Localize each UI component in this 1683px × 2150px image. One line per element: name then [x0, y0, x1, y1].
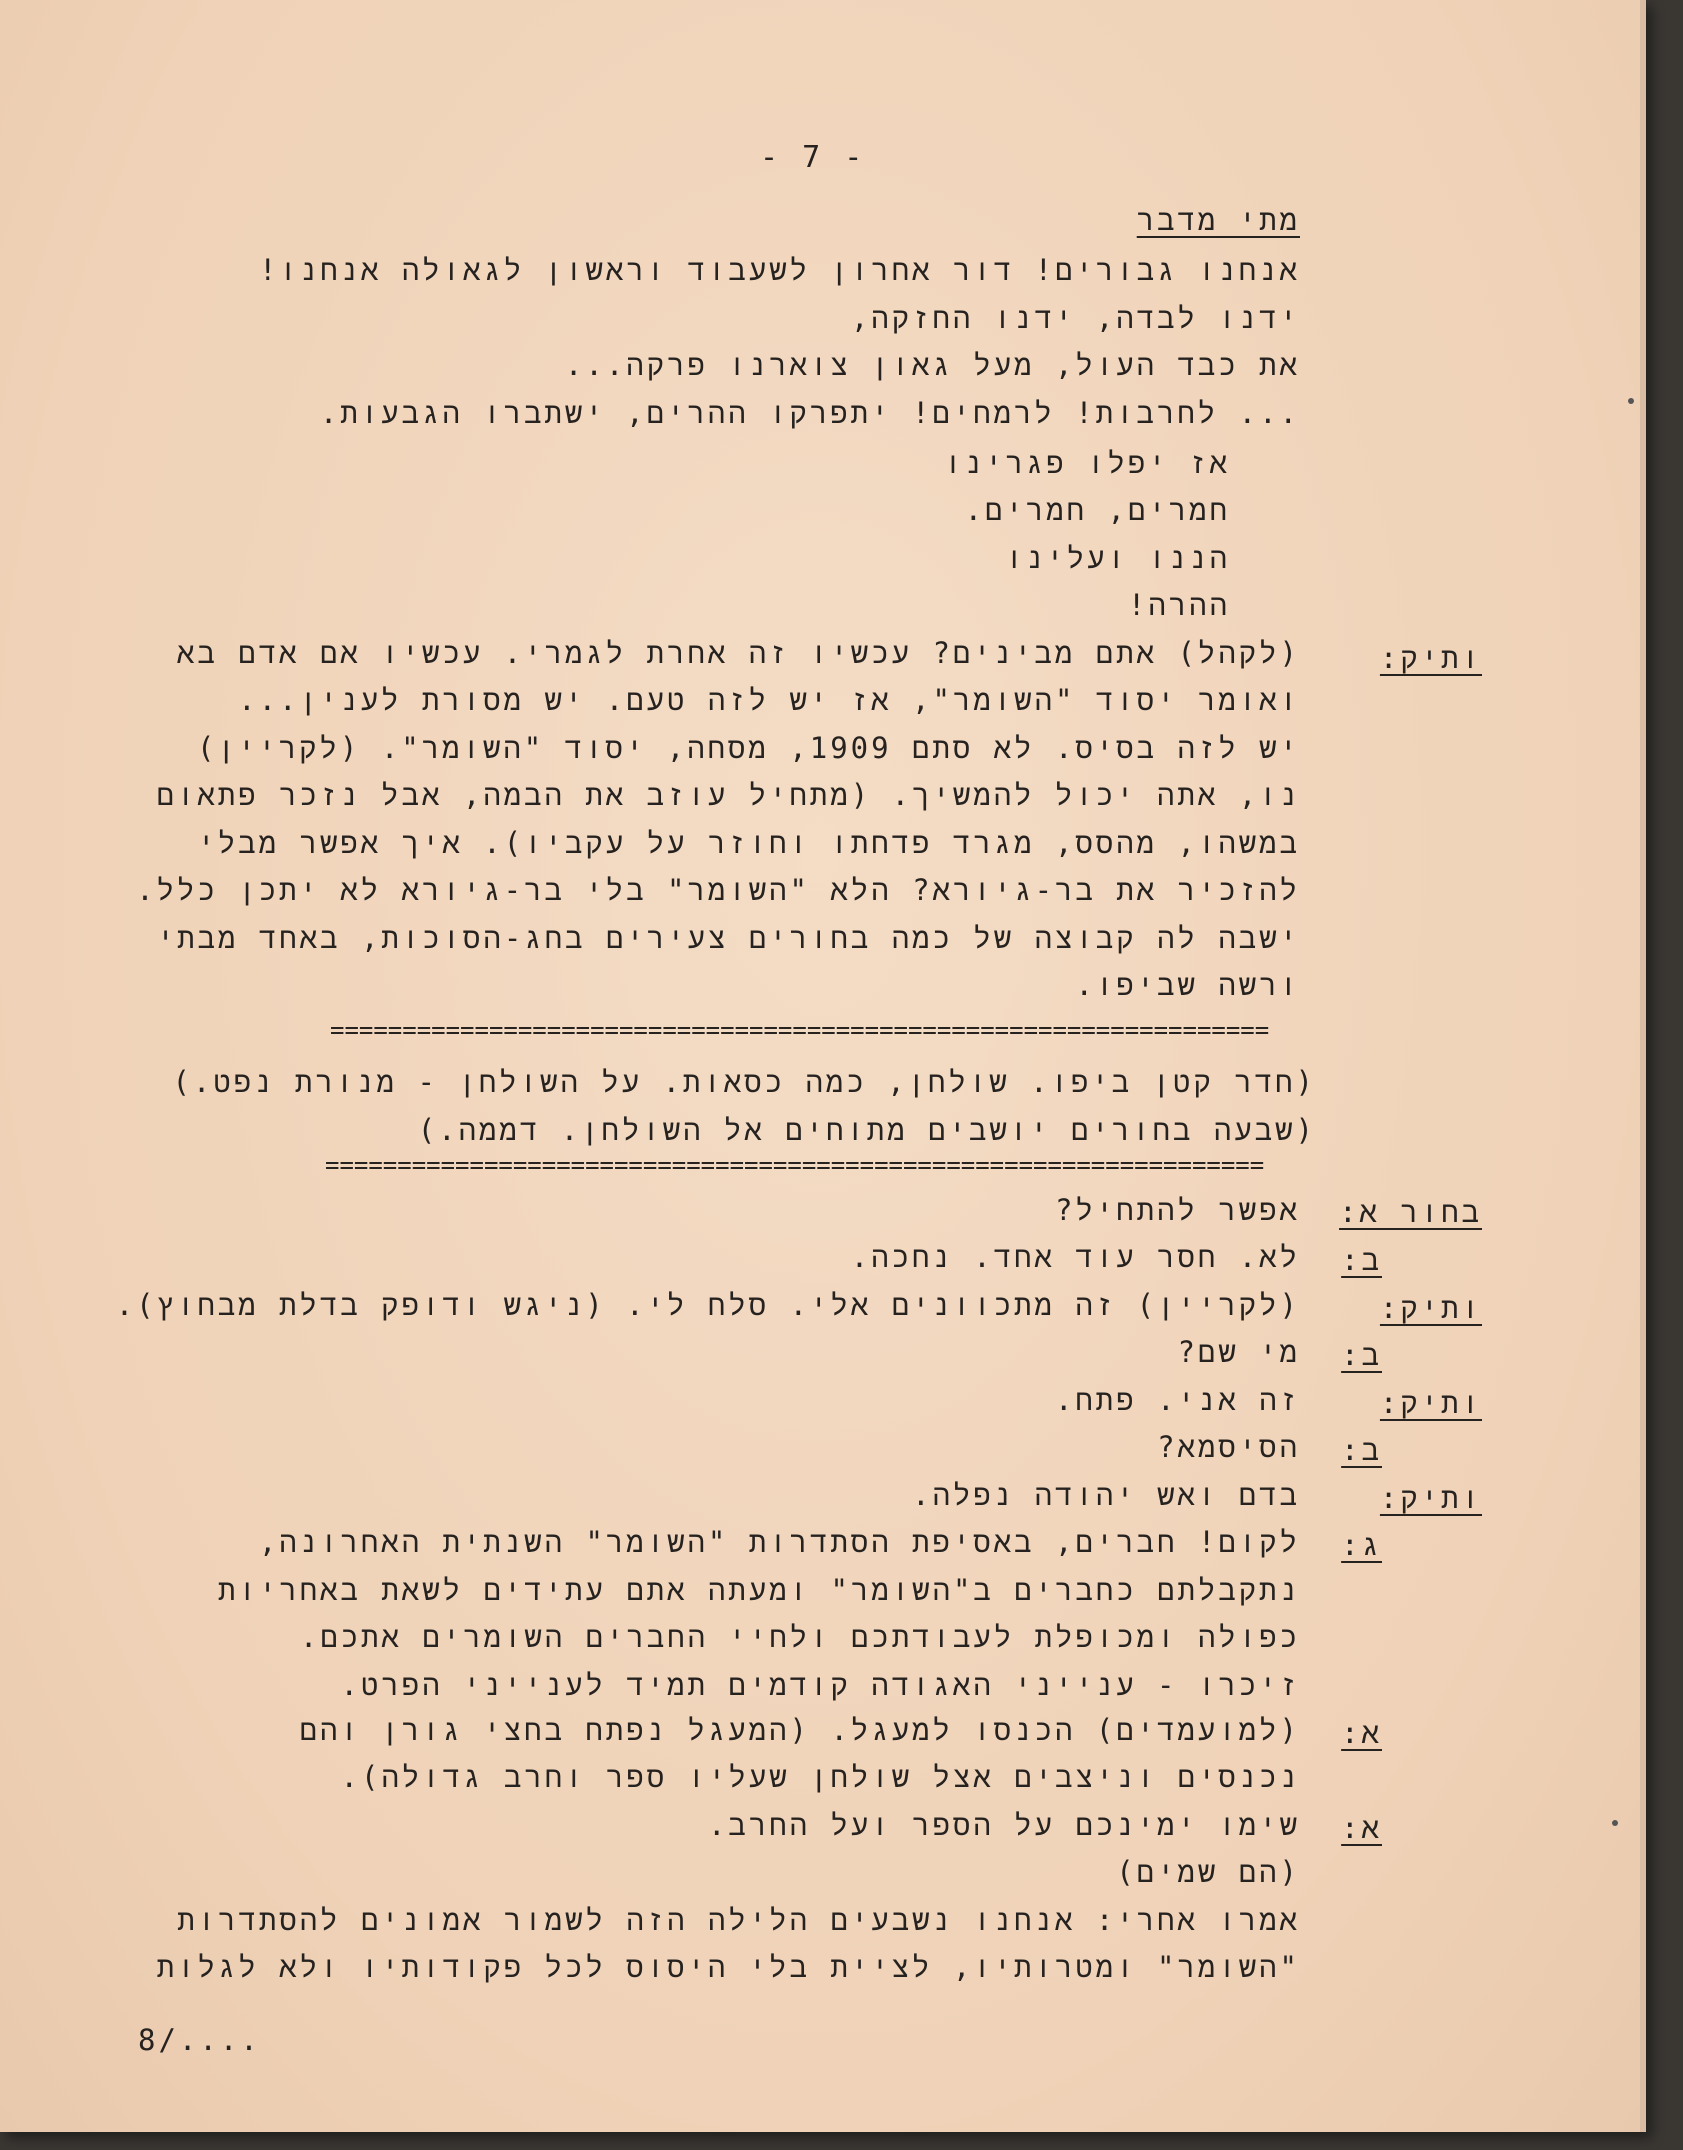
poem-line: ... לחרבות! לרמחים! יתפרקו ההרים, ישתברו הגבעות.	[319, 396, 1300, 430]
poem-line: ההרה!	[1127, 588, 1230, 622]
poem-line: אז יפלו פגרינו	[944, 446, 1230, 480]
stage-direction: (שבעה בחורים יושבים מתוחים אל השולחן. דממה.)	[417, 1113, 1316, 1147]
dialogue-line: זה אני. פתח.	[1054, 1383, 1300, 1417]
speaker-label: ב:	[1341, 1243, 1382, 1277]
dialogue-line: לא. חסר עוד אחד. נחכה.	[850, 1240, 1300, 1274]
stage-direction: (חדר קטן ביפו. שולחן, כמה כסאות. על השולחן - מנורת נפט.)	[172, 1065, 1316, 1099]
dialogue-line: ישבה לה קבוצה של כמה בחורים צעירים בחג-הסוכות, באחד מבתי	[156, 921, 1300, 955]
page-footer: 8/....	[138, 2023, 261, 2057]
speaker-label: ב:	[1341, 1433, 1382, 1467]
dialogue-line: להזכיר את בר-גיורא? הלא "השומר" בלי בר-גיורא לא יתכן כלל.	[136, 873, 1300, 907]
poem-line: ידנו לבדה, ידנו החזקה,	[850, 301, 1300, 335]
speaker-label: בחור א:	[1339, 1195, 1482, 1229]
dialogue-line: הסיסמא?	[1157, 1430, 1300, 1464]
oath-line: אמרו אחרי: אנחנו נשבעים הלילה הזה לשמור אמונים להסתדרות	[177, 1903, 1300, 1937]
dialogue-line: בדם ואש יהודה נפלה.	[912, 1478, 1300, 1512]
dialogue-line: (לקריין) זה מתכוונים אלי. סלח לי. (ניגש ודופק בדלת מבחוץ).	[115, 1288, 1300, 1322]
dialogue-line: אפשר להתחיל?	[1055, 1193, 1300, 1227]
dialogue-line: (למועמדים) הכנסו למעגל. (המעגל נפתח בחצי גורן והם	[299, 1713, 1300, 1747]
poem-line: אנחנו גבורים! דור אחרון לשעבוד וראשון לגאולה אנחנו!	[258, 253, 1300, 287]
poem-line: את כבד העול, מעל גאון צוארנו פרקה...	[564, 348, 1300, 382]
dialogue-line: מי שם?	[1177, 1335, 1300, 1369]
speaker-label: ותיק:	[1379, 1291, 1482, 1325]
page-number: - 7 -	[760, 140, 866, 175]
speaker-label: א:	[1341, 1716, 1382, 1750]
dialogue-line: (הם שמים)	[1116, 1855, 1300, 1889]
dialogue-line: כפולה ומכופלת לעבודתכם ולחיי החברים השומרים אתכם.	[299, 1620, 1300, 1654]
dialogue-line: ורשה שביפו.	[1075, 968, 1300, 1002]
dialogue-line: שימו ימינכם על הספר ועל החרב.	[707, 1808, 1300, 1842]
dialogue-line: נו, אתה יכול להמשיך. (מתחיל עוזב את הבמה, אבל נזכר פתאום	[156, 778, 1300, 812]
dialogue-line: נכנסים וניצבים אצל שולחן שעליו ספר וחרב גדולה).	[340, 1760, 1300, 1794]
dialogue-line: נתקבלתם כחברים ב"השומר" ומעתה אתם עתידים לשאת באחריות	[218, 1573, 1300, 1607]
dialogue-line: לקום! חברים, באסיפת הסתדרות "השומר" השנתית האחרונה,	[258, 1525, 1300, 1559]
speaker-label: ג:	[1341, 1528, 1382, 1562]
poem-line: חמרים, חמרים.	[964, 493, 1230, 527]
dialogue-line: במשהו, מהסס, מגרד פדחתו וחוזר על עקביו). איך אפשר מבלי	[197, 826, 1300, 860]
speaker-label: ותיק:	[1379, 641, 1482, 675]
separator-line: =================================================================	[325, 1155, 1265, 1175]
paper-speck	[1612, 1820, 1618, 1826]
dialogue-line: (לקהל) אתם מבינים? עכשיו זה אחרת לגמרי. עכשיו אם אדם בא	[177, 636, 1300, 670]
oath-line: "השומר" ומטרותיו, לציית בלי היסוס לכל פקודותיו ולא לגלות	[156, 1950, 1300, 1984]
speaker-label: ב:	[1341, 1338, 1382, 1372]
poem-line: הננו ועלינו	[1005, 541, 1230, 575]
dialogue-line: יש לזה בסיס. לא סתם 1909, מסחה, יסוד "השומר". (לקריין)	[197, 731, 1300, 765]
speaker-label: א:	[1341, 1811, 1382, 1845]
paper-speck	[1628, 398, 1634, 404]
dialogue-line: זיכרו - ענייני האגודה קודמים תמיד לענייני הפרט.	[340, 1668, 1300, 1702]
speaker-label: ותיק:	[1379, 1386, 1482, 1420]
dialogue-line: ואומר יסוד "השומר", אז יש לזה טעם. יש מסורת לענין...	[238, 683, 1300, 717]
play-title: מתי מדבר	[1136, 203, 1300, 237]
separator-line: =================================================================	[330, 1020, 1270, 1040]
speaker-label: ותיק:	[1379, 1481, 1482, 1515]
